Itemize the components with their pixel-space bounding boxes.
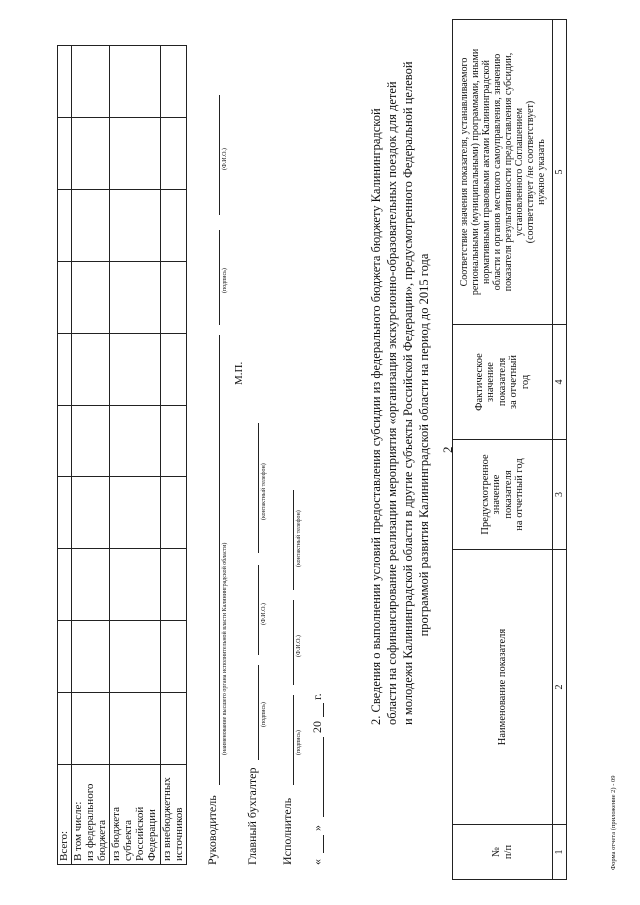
chief-accountant-label: Главный бухгалтер (245, 767, 259, 865)
header-compliance-text: Соответствие значения показателя, устанавливаемого региональными (муниципальными) программами, иными нормативными правовыми актами Калининградской области и органов местного самоуправления, значению показателя результативности предоставления субсидии, установленного Соглашением (соответствует /не соответствует) нужное указать (458, 48, 547, 296)
column-number-cell: 3 (553, 440, 567, 550)
head-fio-line (219, 95, 220, 215)
date-close-quote: » (310, 825, 324, 831)
funding-value-cell (110, 261, 161, 333)
funding-value-cell (58, 46, 72, 118)
executor-signature-line (293, 695, 294, 785)
executor-label: Исполнитель (280, 797, 294, 865)
section2-heading (368, 61, 432, 725)
funding-value-cell (160, 405, 186, 477)
funding-row (110, 46, 161, 865)
heading-line: программой развития Калининградской области на период до 2015 года (417, 253, 431, 637)
date-month-line (323, 737, 324, 817)
funding-value-cell (58, 405, 72, 477)
funding-value-cell (160, 189, 186, 261)
funding-value-cell (110, 333, 161, 405)
column-number-cell: 1 (553, 825, 567, 880)
head-org-line (219, 335, 220, 785)
accountant-signature-line (258, 665, 259, 760)
funding-value-cell (71, 621, 109, 693)
funding-value-cell (58, 117, 72, 189)
head-signature-caption: (подпись) (222, 268, 228, 293)
column-number-cell: 4 (553, 325, 567, 440)
accountant-fio-caption: (Ф.И.О.) (261, 603, 267, 625)
page-number: 2 (440, 446, 455, 453)
indicators-table (452, 19, 567, 880)
header-indicator-name (453, 550, 553, 825)
funding-value-cell (71, 261, 109, 333)
funding-value-cell (71, 46, 109, 118)
funding-value-cell (71, 117, 109, 189)
header-number (453, 825, 553, 880)
funding-row (58, 46, 72, 865)
column-number-cell: 5 (553, 20, 567, 325)
funding-value-cell (71, 477, 109, 549)
funding-row-label: В том числе: из федерального бюджета (71, 765, 109, 865)
funding-value-cell (110, 477, 161, 549)
funding-value-cell (110, 405, 161, 477)
heading-line: 2. Сведения о выполнении условий предоставления субсидии из федерального бюджета бюджету Калининградской (369, 108, 383, 725)
funding-value-cell (160, 333, 186, 405)
funding-value-cell (58, 621, 72, 693)
funding-row-label: из внебюджетных источников (160, 765, 186, 865)
header-number-text: № п/п (491, 844, 514, 860)
funding-value-cell (58, 549, 72, 621)
heading-line: области на софинансирование реализации мероприятия «организация экскурсионно-образовательных поездок для детей (385, 81, 399, 725)
funding-value-cell (71, 189, 109, 261)
funding-value-cell (58, 477, 72, 549)
header-actual-value (453, 325, 553, 440)
funding-row-label: из бюджета субъекта Российской Федерации (110, 765, 161, 865)
head-label: Руководитель (205, 795, 219, 865)
head-signature-line (219, 230, 220, 325)
funding-row-label: Всего: (58, 765, 72, 865)
funding-value-cell (160, 117, 186, 189)
funding-value-cell (110, 621, 161, 693)
funding-value-cell (71, 333, 109, 405)
funding-value-cell (160, 549, 186, 621)
header-planned-value (453, 440, 553, 550)
head-org-caption: (наименование высшего органа исполнительной власти Калининградской области) (222, 542, 228, 755)
funding-value-cell (58, 189, 72, 261)
executor-phone-line (293, 490, 294, 590)
funding-value-cell (110, 189, 161, 261)
funding-value-cell (71, 693, 109, 765)
year-suffix: г. (310, 693, 324, 700)
year-prefix: 20 (310, 721, 324, 733)
funding-value-cell (110, 549, 161, 621)
funding-table (57, 45, 187, 865)
accountant-fio-line (258, 565, 259, 655)
stamp-label: М.П. (233, 361, 245, 385)
funding-value-cell (160, 693, 186, 765)
funding-value-cell (110, 693, 161, 765)
column-number-cell: 2 (553, 550, 567, 825)
funding-row (160, 46, 186, 865)
date-year-line (323, 703, 324, 717)
heading-line: и молодежи Калининградской области в другие субъекты Российской Федерации», предусмотренного Федеральной целевой (401, 61, 415, 725)
head-fio-caption: (Ф.И.О.) (222, 148, 228, 170)
funding-value-cell (160, 477, 186, 549)
date-open-quote: « (310, 859, 324, 865)
funding-value-cell (160, 46, 186, 118)
funding-value-cell (58, 261, 72, 333)
date-day-line (323, 835, 324, 853)
form-footer: Форма отчета (приложение 2) - 09 (610, 775, 617, 870)
accountant-signature-caption: (подпись) (261, 702, 267, 727)
funding-value-cell (160, 261, 186, 333)
accountant-phone-line (258, 423, 259, 553)
header-indicator-name-text: Наименование показателя (496, 628, 508, 746)
executor-phone-caption: (контактный телефон) (296, 510, 302, 567)
funding-value-cell (71, 405, 109, 477)
funding-row (71, 46, 109, 865)
header-compliance (453, 20, 553, 325)
header-planned-value-text: Предусмотренное значение показателя на отчетный год (479, 454, 525, 535)
funding-value-cell (110, 46, 161, 118)
executor-signature-caption: (подпись) (296, 730, 302, 755)
funding-value-cell (110, 117, 161, 189)
funding-value-cell (58, 693, 72, 765)
header-actual-value-text: Фактическое значение показателя за отчетный год (473, 353, 531, 411)
funding-value-cell (58, 333, 72, 405)
funding-value-cell (160, 621, 186, 693)
executor-fio-caption: (Ф.И.О.) (296, 635, 302, 657)
funding-value-cell (71, 549, 109, 621)
accountant-phone-caption: (контактный телефон) (261, 463, 267, 520)
executor-fio-line (293, 600, 294, 685)
